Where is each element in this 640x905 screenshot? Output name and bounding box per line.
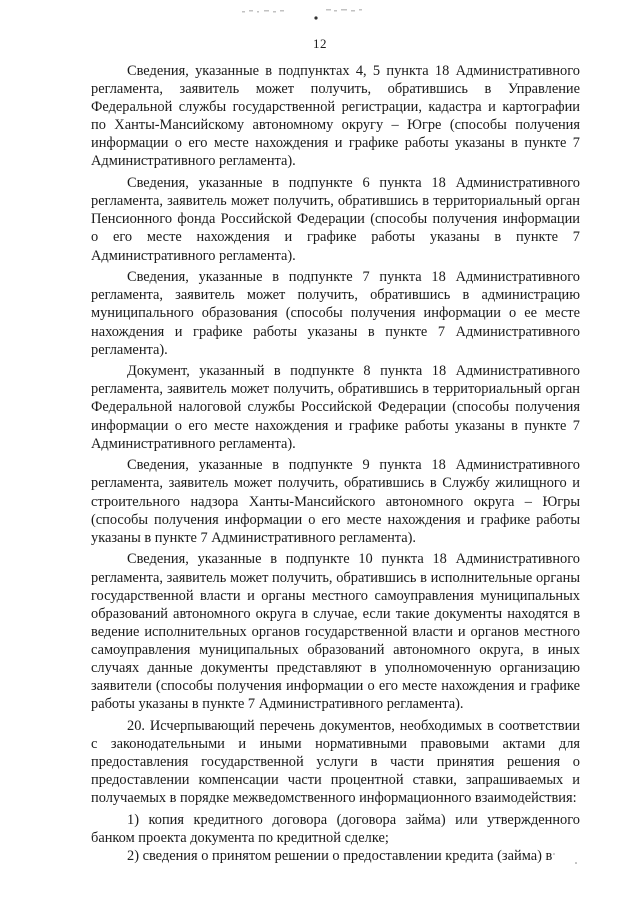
list-item: 2) сведения о принятом решении о предоставлении кредита (займа) в (127, 848, 553, 865)
paragraph: Сведения, указанные в подпункте 9 пункта 18 Административного регламента, заявитель может получить, обратившись в Службу жилищного и строительного надзора Ханты-Мансийского автономного округа – Югры (способы получения информации о его месте нахождения и графике работы указаны в пункте 7 Административного регламента). (91, 457, 580, 546)
scan-speck (575, 862, 577, 864)
scan-artifact (240, 3, 380, 21)
paragraph: Сведения, указанные в подпункте 7 пункта 18 Административного регламента, заявитель может получить, обратившись в администрацию муниципального образования (способы получения информации о ее месте нахождения и графике работы указаны в пункте 7 Административного регламента). (91, 269, 580, 358)
paragraph: 20. Исчерпывающий перечень документов, необходимых в соответствии с законодательными и иными нормативными правовыми актами для предоставления государственной услуги в части принятия решения о предоставлении компенсации части процентной ставки, запрашиваемых и получаемых в порядке межведомственного информационного взаимодействия: (91, 717, 580, 807)
paragraph: Сведения, указанные в подпункте 6 пункта 18 Административного регламента, заявитель может получить, обратившись в территориальный орган Пенсионного фонда Российской Федерации (способы получения информации о его месте нахождения и графике работы указаны в пункте 7 Административного регламента). (91, 175, 580, 264)
page-number: 12 (313, 36, 327, 51)
document-body (91, 62, 580, 865)
list-item: 1) копия кредитного договора (договора займа) или утвержденного банком проекта документа по кредитной сделке; (91, 811, 580, 846)
paragraph: Документ, указанный в подпункте 8 пункта 18 Административного регламента, заявитель может получить, обратившись в территориальный орган Федеральной налоговой службы Российской Федерации (способы получения информации о его месте нахождения и графике работы указаны в пункте 7 Административного регламента). (91, 363, 580, 452)
scan-speck (553, 853, 555, 855)
paragraph: Сведения, указанные в подпункте 10 пункта 18 Административного регламента, заявитель может получить, обратившись в исполнительные органы государственной власти и органы местного самоуправления муниципальных образований автономного округа в случае, если такие документы находятся в ведение исполнительных органов государственной власти и органов местного самоуправления муниципальных образований автономного округа, в иных случаях данные документы представляют в уполномоченную организацию заявители (способы получения информации о его месте нахождения и графике работы указаны в пункте 7 Административного регламента). (91, 551, 580, 713)
paragraph: Сведения, указанные в подпунктах 4, 5 пункта 18 Административного регламента, заявитель может получить, обратившись в Управление Федеральной службы государственной регистрации, кадастра и картографии по Ханты-Мансийскому автономному округу – Югре (способы получения информации о его месте нахождения и графике работы указаны в пункте 7 Административного регламента). (91, 63, 580, 170)
